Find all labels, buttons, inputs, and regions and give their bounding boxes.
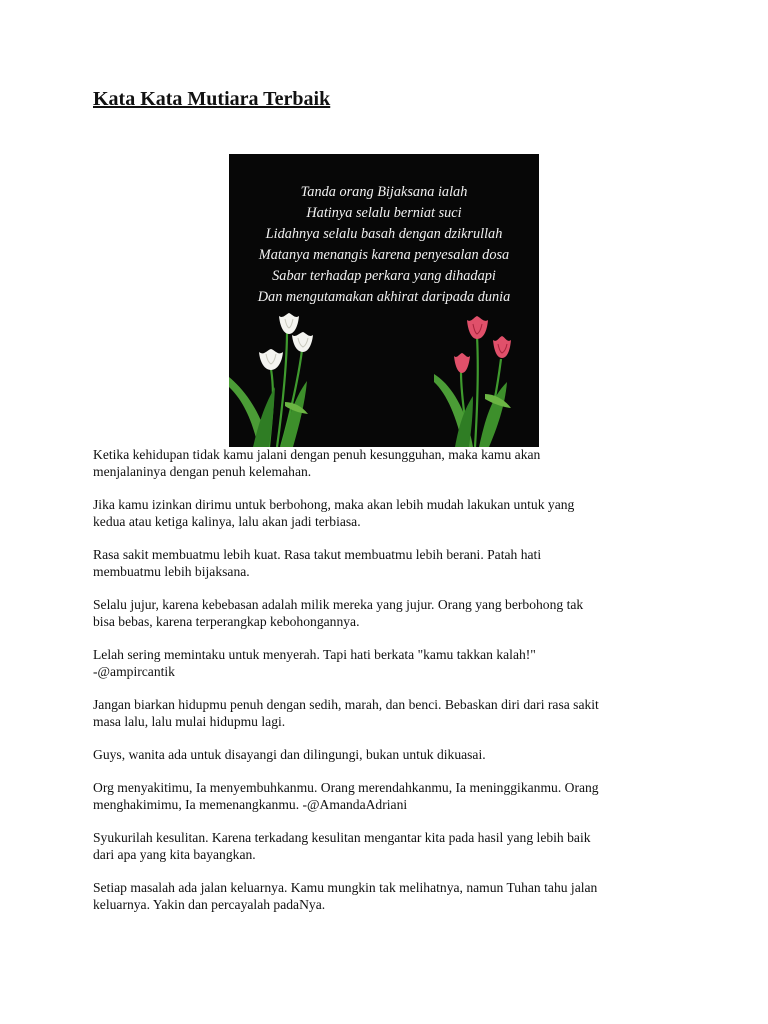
quote-image [229, 154, 539, 447]
paragraph [93, 829, 683, 863]
paragraph [93, 446, 683, 480]
body-text [93, 446, 683, 929]
poem-line: Matanya menangis karena penyesalan dosa [258, 247, 510, 263]
paragraph-line: -@ampircantik [93, 664, 175, 679]
paragraph-line: menjalaninya dengan penuh kelemahan. [93, 464, 312, 479]
paragraph [93, 696, 683, 730]
paragraph-line: Ketika kehidupan tidak kamu jalani dengan penuh kesungguhan, maka kamu akan [93, 447, 541, 462]
quote-image-graphic [229, 154, 539, 447]
paragraph-line: kedua atau ketiga kalinya, lalu akan jadi terbiasa. [93, 514, 361, 529]
paragraph [93, 779, 683, 813]
paragraph [93, 596, 683, 630]
paragraph-line: Setiap masalah ada jalan keluarnya. Kamu mungkin tak melihatnya, namun Tuhan tahu jalan [93, 880, 598, 895]
paragraph-line: Guys, wanita ada untuk disayangi dan dilingungi, bukan untuk dikuasai. [93, 747, 486, 762]
paragraph [93, 646, 683, 680]
paragraph-line: Rasa sakit membuatmu lebih kuat. Rasa takut membuatmu lebih berani. Patah hati [93, 547, 542, 562]
paragraph-line: masa lalu, lalu mulai hidupmu lagi. [93, 714, 286, 729]
paragraph-line: Selalu jujur, karena kebebasan adalah milik mereka yang jujur. Orang yang berbohong tak [93, 597, 584, 612]
paragraph [93, 879, 683, 913]
paragraph [93, 496, 683, 530]
paragraph-line: Jika kamu izinkan dirimu untuk berbohong, maka akan lebih mudah lakukan untuk yang [93, 497, 575, 512]
paragraph-line: keluarnya. Yakin dan percayalah padaNya. [93, 897, 326, 912]
paragraph-line: Org menyakitimu, Ia menyembuhkanmu. Orang merendahkanmu, Ia meninggikanmu. Orang [93, 780, 599, 795]
poem-line: Sabar terhadap perkara yang dihadapi [272, 268, 496, 284]
paragraph-line: dari apa yang kita bayangkan. [93, 847, 256, 862]
paragraph-line: Lelah sering memintaku untuk menyerah. Tapi hati berkata "kamu takkan kalah!" [93, 647, 536, 662]
paragraph-line: Jangan biarkan hidupmu penuh dengan sedih, marah, dan benci. Bebaskan diri dari rasa sakit [93, 697, 599, 712]
poem-line: Hatinya selalu berniat suci [306, 205, 462, 221]
paragraph-line: bisa bebas, karena terperangkap kebohongannya. [93, 614, 360, 629]
paragraph [93, 546, 683, 580]
paragraph-line: Syukurilah kesulitan. Karena terkadang kesulitan mengantar kita pada hasil yang lebih baik [93, 830, 591, 845]
paragraph-line: menghakimimu, Ia memenangkanmu. -@AmandaAdriani [93, 797, 408, 812]
document-title: Kata Kata Mutiara Terbaik [93, 88, 331, 110]
poem-line: Dan mengutamakan akhirat daripada dunia [257, 289, 511, 305]
paragraph-line: membuatmu lebih bijaksana. [93, 564, 250, 579]
paragraph [93, 746, 683, 763]
poem-line: Lidahnya selalu basah dengan dzikrullah [265, 226, 503, 242]
poem-line: Tanda orang Bijaksana ialah [300, 184, 468, 200]
